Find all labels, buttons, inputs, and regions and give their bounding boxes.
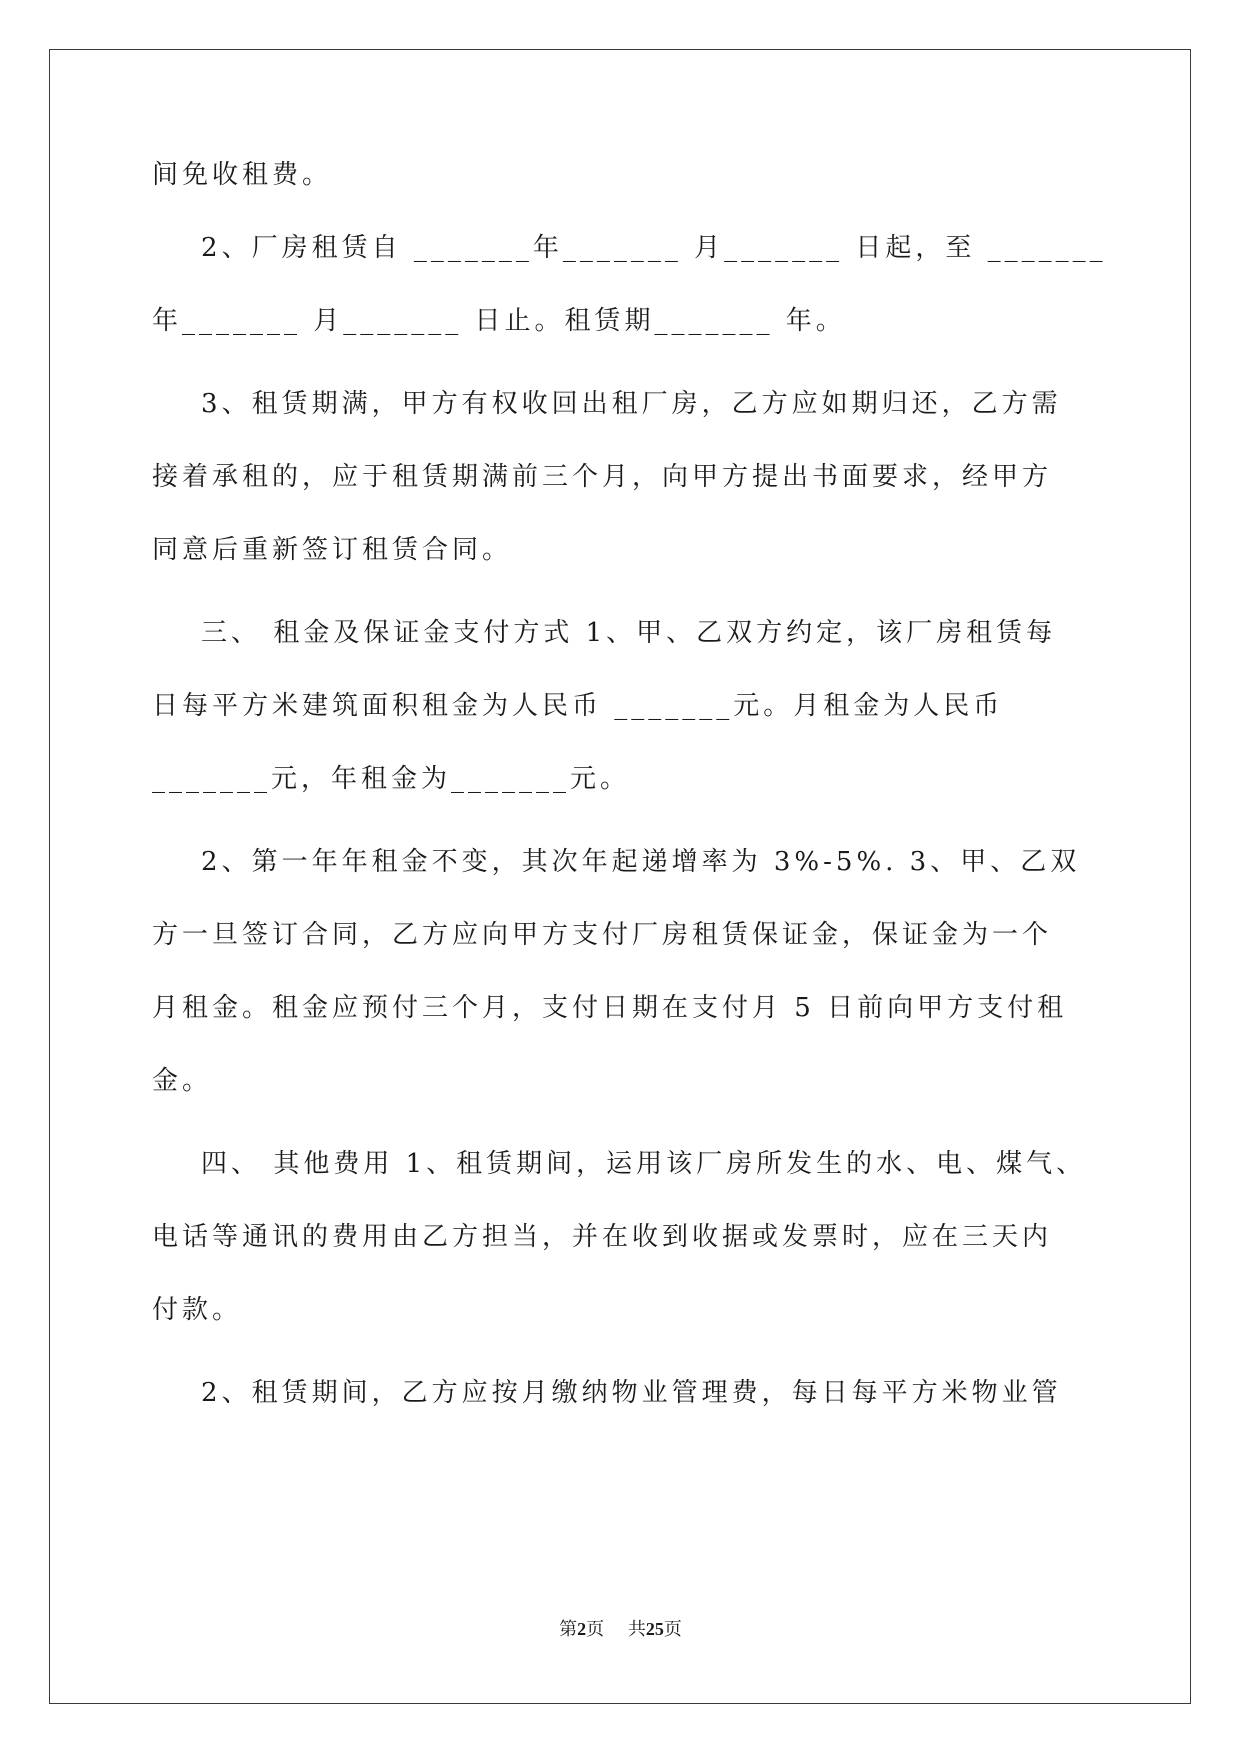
text-line: 3、租赁期满，甲方有权收回出租厂房，乙方应如期归还，乙方需	[152, 389, 1062, 419]
footer-prefix: 第	[559, 1619, 578, 1640]
text-line: 三、 租金及保证金支付方式 1、甲、乙双方约定，该厂房租赁每	[152, 618, 1057, 648]
current-page-number: 2	[577, 1619, 587, 1639]
text-line: 金。	[152, 1066, 213, 1096]
total-pages-number: 25	[645, 1619, 664, 1639]
text-line: 间免收租费。	[152, 160, 333, 190]
text-line: 月租金。租金应预付三个月，支付日期在支付月 5 日前向甲方支付租	[152, 993, 1068, 1023]
text-line: 方一旦签订合同，乙方应向甲方支付厂房租赁保证金，保证金为一个	[152, 920, 1053, 950]
text-line: _______元，年租金为_______元。	[152, 764, 631, 794]
text-line: 同意后重新签订租赁合同。	[152, 535, 513, 565]
text-line: 2、厂房租赁自 _______年_______ 月_______ 日起，至 _______	[152, 233, 1107, 263]
text-line: 2、第一年年租金不变，其次年起递增率为 3%-5%. 3、甲、乙双	[152, 847, 1081, 877]
text-line: 年_______ 月_______ 日止。租赁期_______ 年。	[152, 306, 846, 336]
text-line: 接着承租的，应于租赁期满前三个月，向甲方提出书面要求，经甲方	[152, 462, 1053, 492]
text-line: 日每平方米建筑面积租金为人民币 _______元。月租金为人民币	[152, 691, 1004, 721]
page-footer	[0, 1615, 1241, 1641]
text-line: 电话等通讯的费用由乙方担当，并在收到收据或发票时，应在三天内	[152, 1222, 1053, 1252]
footer-middle: 页 共	[586, 1619, 646, 1640]
text-line: 2、租赁期间，乙方应按月缴纳物业管理费，每日每平方米物业管	[152, 1378, 1062, 1408]
text-line: 四、 其他费用 1、租赁期间，运用该厂房所发生的水、电、煤气、	[152, 1149, 1087, 1179]
footer-suffix: 页	[663, 1619, 682, 1640]
text-line: 付款。	[152, 1295, 243, 1325]
